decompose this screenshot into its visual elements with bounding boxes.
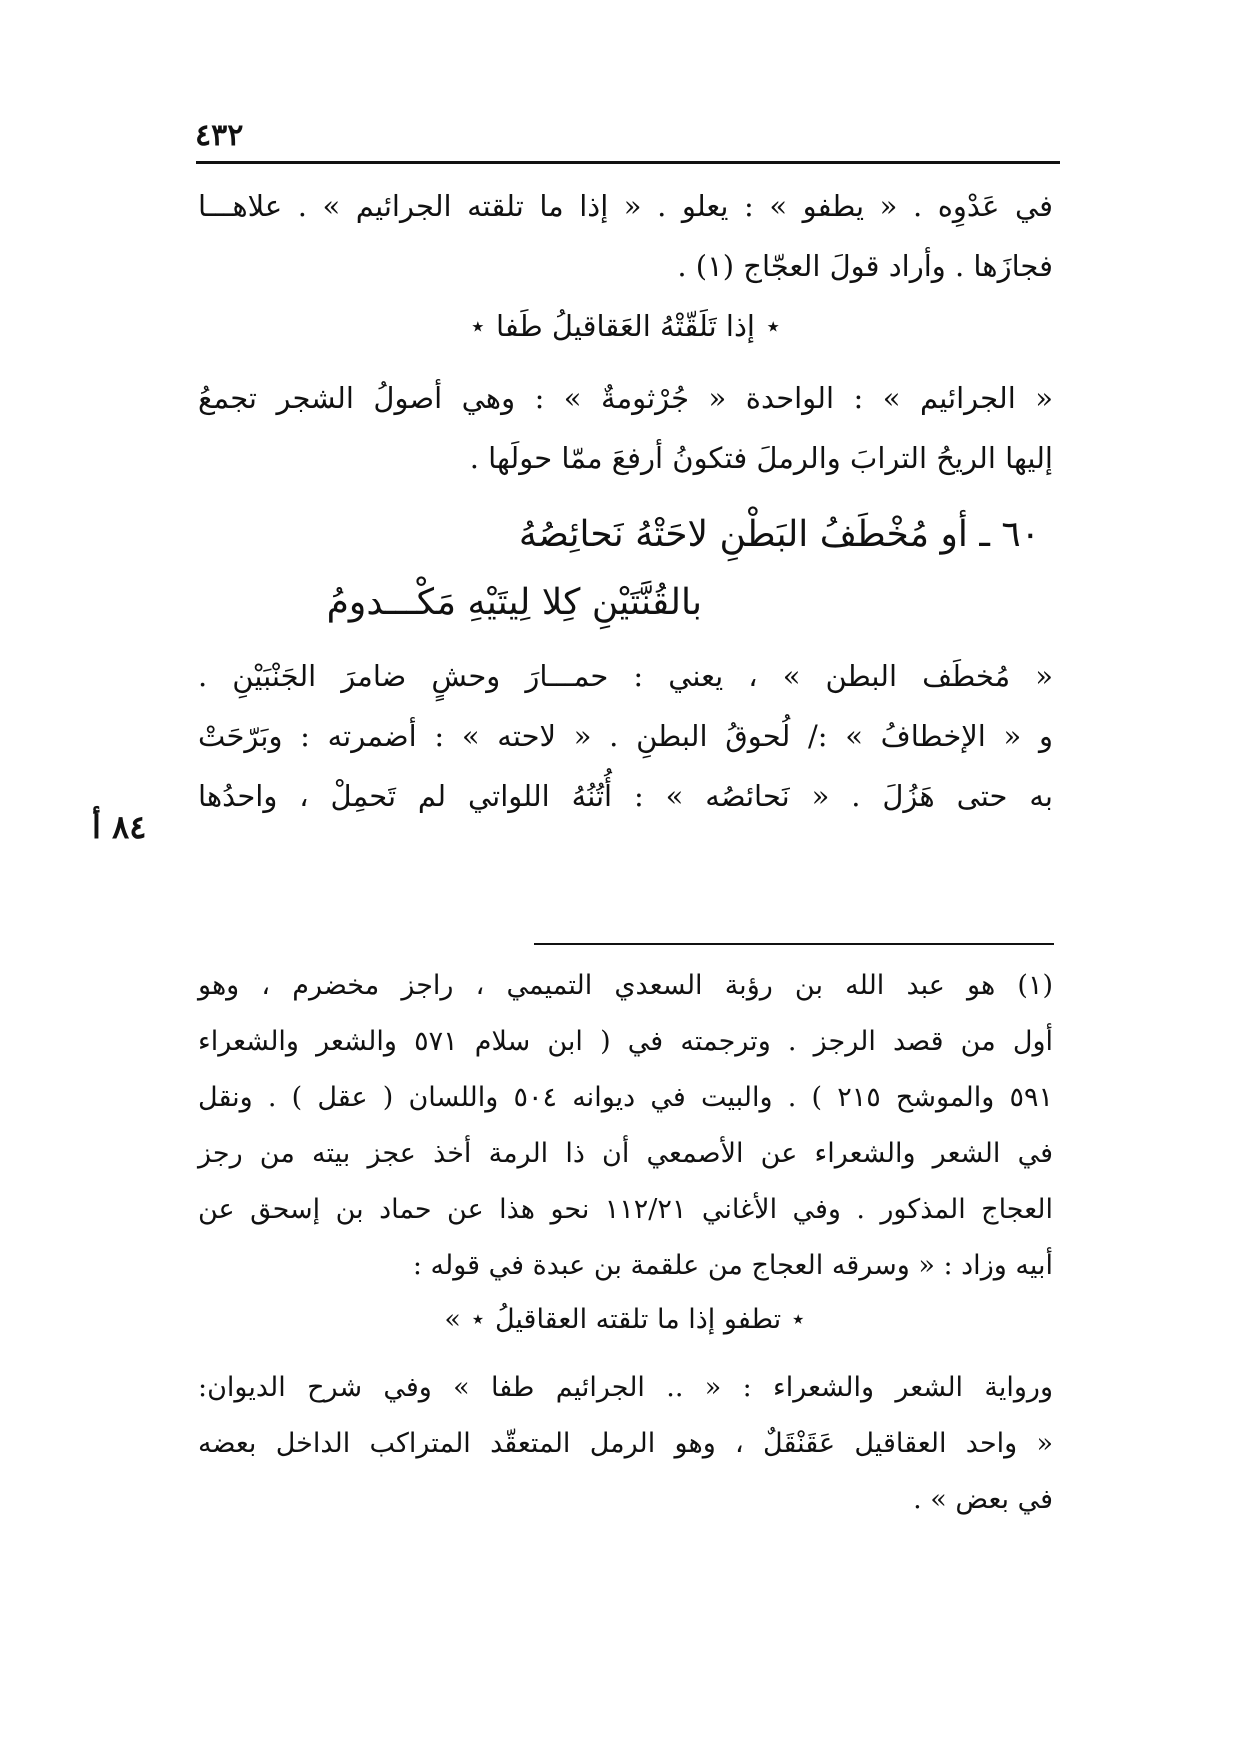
footnote-line: ٥٩١ والموشح ٢١٥ ) . والبيت في ديوانه ٥٠٤ واللسان ( عقل ) . ونقل	[198, 1082, 1053, 1113]
body-line: « الجرائيم » : الواحدة « جُرْثومةٌ » : وهي أصولُ الشجر تجمعُ	[198, 381, 1053, 415]
body-line: و « الإخطافُ » :/ لُحوقُ البطنِ . « لاحته » : أضمرته : وبَرّحَتْ	[198, 719, 1053, 753]
footnote-line: أبيه وزاد : « وسرقه العجاج من علقمة بن عبدة في قوله :	[412, 1250, 1053, 1281]
body-line: إليها الريحُ الترابَ والرملَ فتكونُ أرفعَ ممّا حولَها .	[469, 441, 1053, 475]
body-line: فجازَها . وأراد قولَ العجّاج (١) .	[677, 249, 1053, 283]
footnote-line: في بعض » .	[913, 1484, 1053, 1515]
verse-second-hemistich: بالقُنَّتَيْنِ كِلا لِيتَيْهِ مَكْـــدومُ	[326, 582, 702, 623]
footnote-line: في الشعر والشعراء عن الأصمعي أن ذا الرمة أخذ عجز بيته من رجز	[198, 1138, 1053, 1169]
margin-reference: ٨٤ أ	[92, 808, 147, 846]
verse-first-hemistich: ٦٠ ـ أو مُخْطَفُ البَطْنِ لاحَتْهُ نَحائِصُهُ	[518, 514, 1040, 555]
footnote-quoted-verse: ⋆ تطفو إذا ما تلقته العقاقيلُ ⋆ »	[444, 1304, 807, 1335]
footnote-line: « واحد العقاقيل عَقَنْقَلٌ ، وهو الرمل المتعقّد المتراكب الداخل بعضه	[198, 1428, 1053, 1459]
footnote-line: العجاج المذكور . وفي الأغاني ١١٢/٢١ نحو هذا عن حماد بن إسحق عن	[198, 1194, 1053, 1225]
footnote-line: (١) هو عبد الله بن رؤبة السعدي التميمي ، راجز مخضرم ، وهو	[198, 970, 1053, 1001]
footnote-line: أول من قصد الرجز . وترجمته في ( ابن سلام ٥٧١ والشعر والشعراء	[198, 1026, 1053, 1057]
page-number: ٤٣٢	[195, 118, 244, 153]
footnote-rule	[534, 943, 1054, 945]
quoted-verse: ⋆ إذا تَلَقّتْهُ العَقاقيلُ طَفا ⋆	[468, 309, 783, 343]
footnote-line: ورواية الشعر والشعراء : « .. الجرائيم طفا » وفي شرح الديوان:	[198, 1372, 1053, 1403]
body-line: في عَدْوِه . « يطفو » : يعلو . « إذا ما تلقته الجرائيم » . علاهـــا	[198, 189, 1053, 223]
body-line: « مُخطَف البطن » ، يعني : حمـــارَ وحشٍ ضامرَ الجَنْبَيْنِ .	[198, 659, 1053, 693]
body-line: به حتى هَزُلَ . « نَحائصُه » : أُتُنُهُ اللواتي لم تَحمِلْ ، واحدُها	[198, 779, 1053, 813]
header-rule	[196, 161, 1060, 164]
